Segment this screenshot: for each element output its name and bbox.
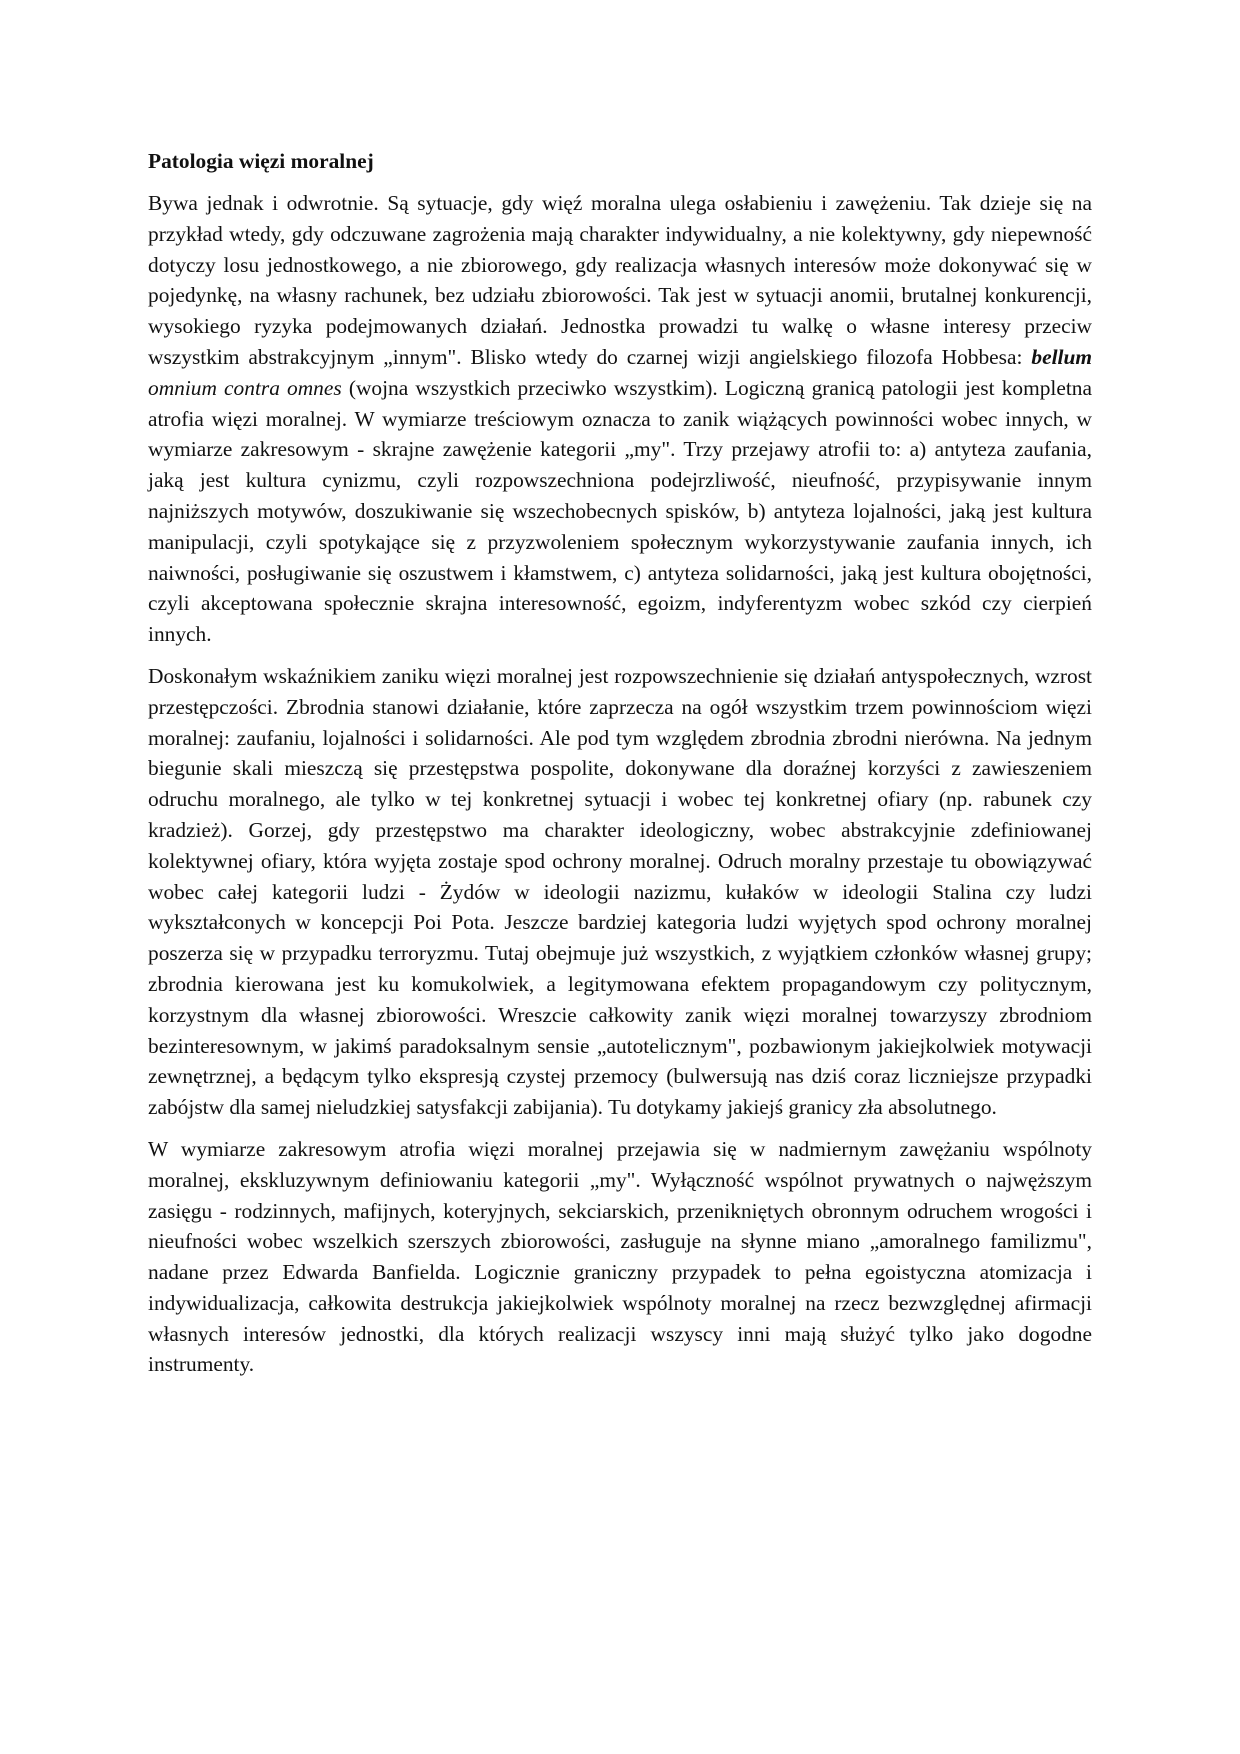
paragraph-1 [148,188,1092,650]
document-title: Patologia więzi moralnej [148,149,374,173]
document-page [148,146,1092,1391]
paragraph-1-latin-italic: omnium contra omnes [148,375,342,400]
paragraph-3: W wymiarze zakresowym atrofia więzi moralnej przejawia się w nadmiernym zawężaniu wspólnoty moralnej, ekskluzywnym definiowaniu kategorii „my". Wyłączność wspólnot prywatnych o najwęższym zasięgu - rodzinnych, mafijnych, koteryjnych, sekciarskich, przenikniętych obronnym odruchem wrogości i nieufności wobec wszelkich szerszych zbiorowości, zasługuje na słynne miano „amoralnego familizmu", nadane przez Edwarda Banfielda. Logicznie graniczny przypadek to pełna egoistyczna atomizacja i indywidualizacja, całkowita destrukcja jakiejkolwiek wspólnoty moralnej na rzecz bezwzględnej afirmacji własnych interesów jednostki, dla których realizacji wszyscy inni mają służyć tylko jako dogodne instrumenty. [148,1136,1092,1377]
paragraph-1-latin-bold: bellum [1031,344,1092,369]
paragraph-1-text-end: (wojna wszystkich przeciwko wszystkim). Logiczną granicą patologii jest kompletna atrofia więzi moralnej. W wymiarze treściowym oznacza to zanik wiążących powinności wobec innych, w wymiarze zakresowym - skrajne zawężenie kategorii „my". Trzy przejawy atrofii to: a) antyteza zaufania, jaką jest kultura cynizmu, czyli rozpowszechniona podejrzliwość, nieufność, przypisywanie innym najniższych motywów, doszukiwanie się wszechobecnych spisków, b) antyteza lojalności, jaką jest kultura manipulacji, czyli spotykające się z przyzwoleniem społecznym wykorzystywanie zaufania innych, ich naiwności, posługiwanie się oszustwem i kłamstwem, c) antyteza solidarności, jaką jest kultura obojętności, czyli akceptowana społecznie skrajna interesowność, egoizm, indyferentyzm wobec szkód czy cierpień innych. [148,375,1092,647]
paragraph-2: Doskonałym wskaźnikiem zaniku więzi moralnej jest rozpowszechnienie się działań antyspołecznych, wzrost przestępczości. Zbrodnia stanowi działanie, które zaprzecza na ogół wszystkim trzem powinnościom więzi moralnej: zaufaniu, lojalności i solidarności. Ale pod tym względem zbrodnia zbrodni nierówna. Na jednym biegunie skali mieszczą się przestępstwa pospolite, dokonywane dla doraźnej korzyści z zawieszeniem odruchu moralnego, ale tylko w tej konkretnej sytuacji i wobec tej konkretnej ofiary (np. rabunek czy kradzież). Gorzej, gdy przestępstwo ma charakter ideologiczny, wobec abstrakcyjnie zdefiniowanej kolektywnej ofiary, która wyjęta zostaje spod ochrony moralnej. Odruch moralny przestaje tu obowiązywać wobec całej kategorii ludzi - Żydów w ideologii nazizmu, kułaków w ideologii Stalina czy ludzi wykształconych w koncepcji Poi Pota. Jeszcze bardziej kategoria ludzi wyjętych spod ochrony moralnej poszerza się w przypadku terroryzmu. Tutaj obejmuje już wszystkich, z wyjątkiem członków własnej grupy; zbrodnia kierowana jest ku komukolwiek, a legitymowana efektem propagandowym czy politycznym, korzystnym dla własnej zbiorowości. Wreszcie całkowity zanik więzi moralnej towarzyszy zbrodniom bezinteresownym, w jakimś paradoksalnym sensie „autotelicznym", pozbawionym jakiejkolwiek motywacji zewnętrznej, a będącym tylko ekspresją czystej przemocy (bulwersują nas dziś coraz liczniejsze przypadki zabójstw dla samej nieludzkiej satysfakcji zabijania). Tu dotykamy jakiejś granicy zła absolutnego. [148,663,1092,1120]
paragraph-1-text-start: Bywa jednak i odwrotnie. Są sytuacje, gdy więź moralna ulega osłabieniu i zawężeniu. Tak dzieje się na przykład wtedy, gdy odczuwane zagrożenia mają charakter indywidualny, a nie kolektywny, gdy niepewność dotyczy losu jednostkowego, a nie zbiorowego, gdy realizacja własnych interesów może dokonywać się w pojedynkę, na własny rachunek, bez udziału zbiorowości. Tak jest w sytuacji anomii, brutalnej konkurencji, wysokiego ryzyka podejmowanych działań. Jednostka prowadzi tu walkę o własne interesy przeciw wszystkim abstrakcyjnym „innym". Blisko wtedy do czarnej wizji angielskiego filozofa Hobbesa: [148,191,1092,369]
